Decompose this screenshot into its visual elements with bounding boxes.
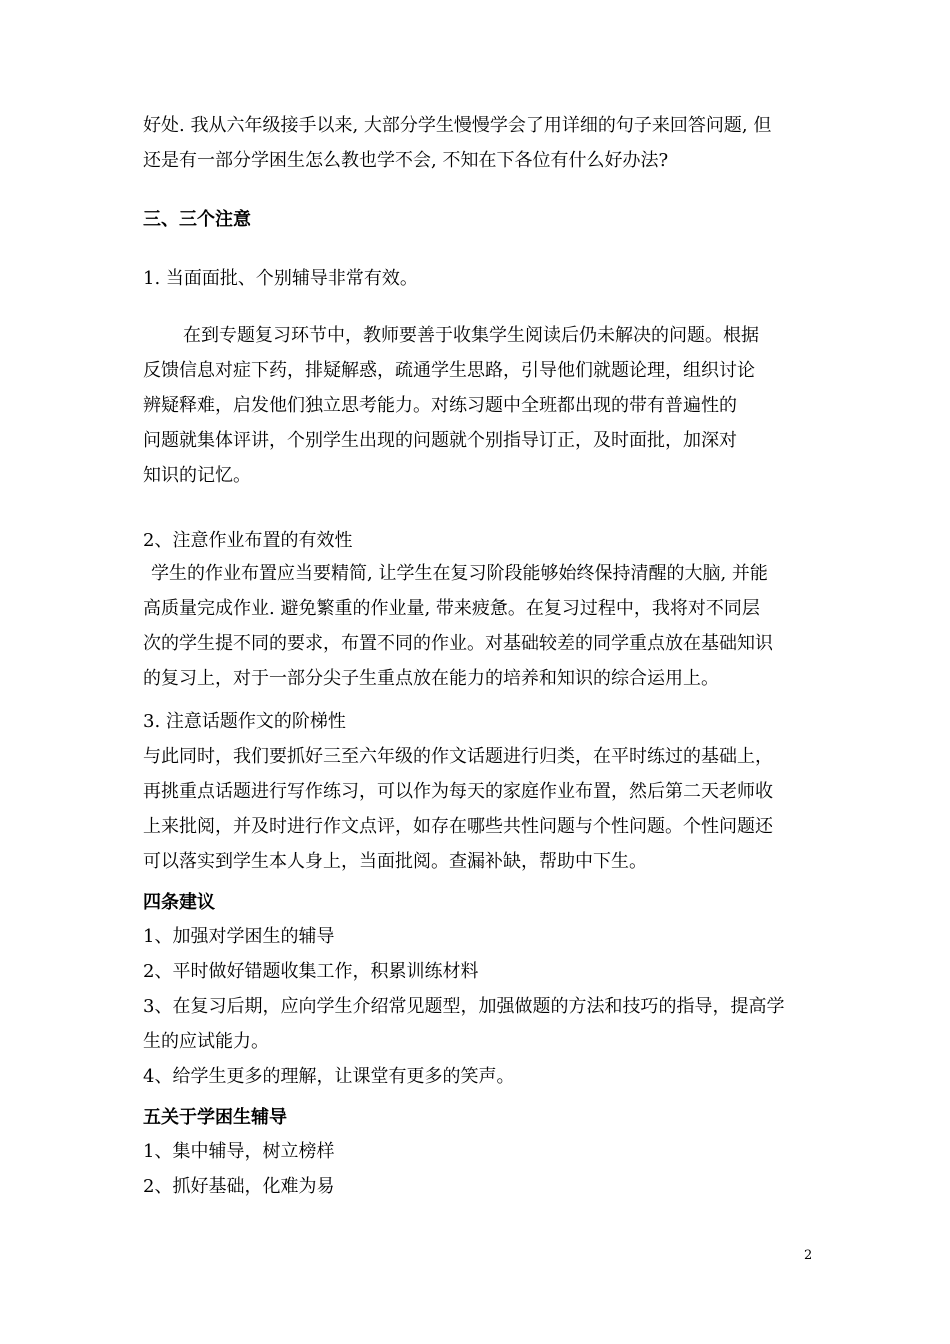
text-line: 再挑重点话题进行写作练习，可以作为每天的家庭作业布置，然后第二天老师收 [143,781,773,802]
text-line: 知识的记忆。 [143,465,251,486]
text-line: 2、平时做好错题收集工作，积累训练材料 [143,961,479,982]
section-heading: 四条建议 [143,892,215,913]
text-line: 与此同时，我们要抓好三至六年级的作文话题进行归类，在平时练过的基础上， [143,746,773,767]
text-line: 高质量完成作业. 避免繁重的作业量, 带来疲惫。在复习过程中，我将对不同层 [143,598,760,619]
text-line: 3. 注意话题作文的阶梯性 [143,711,346,732]
text-line: 还是有一部分学困生怎么教也学不会, 不知在下各位有什么好办法? [143,150,669,171]
text-line: 在到专题复习环节中，教师要善于收集学生阅读后仍未解决的问题。根据 [183,325,759,346]
text-line: 2、抓好基础，化难为易 [143,1176,335,1197]
text-line: 问题就集体评讲，个别学生出现的问题就个别指导订正，及时面批，加深对 [143,430,737,451]
text-line: 2、注意作业布置的有效性 [143,530,353,551]
text-line: 1、集中辅导，树立榜样 [143,1141,335,1162]
text-line: 反馈信息对症下药，排疑解惑，疏通学生思路，引导他们就题论理，组织讨论 [143,360,755,381]
text-line: 学生的作业布置应当要精简, 让学生在复习阶段能够始终保持清醒的大脑, 并能 [151,563,768,584]
text-line: 上来批阅，并及时进行作文点评，如存在哪些共性问题与个性问题。个性问题还 [143,816,773,837]
text-line: 辨疑释难，启发他们独立思考能力。对练习题中全班都出现的带有普遍性的 [143,395,737,416]
section-heading: 五关于学困生辅导 [143,1107,287,1128]
section-heading: 三、三个注意 [143,209,251,230]
text-line: 可以落实到学生本人身上，当面批阅。查漏补缺，帮助中下生。 [143,851,647,872]
text-line: 3、在复习后期，应向学生介绍常见题型，加强做题的方法和技巧的指导，提高学 [143,996,785,1017]
text-line: 的复习上，对于一部分尖子生重点放在能力的培养和知识的综合运用上。 [143,668,719,689]
page-number: 2 [804,1248,813,1263]
text-line: 生的应试能力。 [143,1031,269,1052]
text-line: 4、给学生更多的理解，让课堂有更多的笑声。 [143,1066,515,1087]
text-line: 1. 当面面批、个别辅导非常有效。 [143,268,418,289]
text-line: 1、加强对学困生的辅导 [143,926,335,947]
text-line: 好处. 我从六年级接手以来, 大部分学生慢慢学会了用详细的句子来回答问题, 但 [143,115,772,136]
text-line: 次的学生提不同的要求，布置不同的作业。对基础较差的同学重点放在基础知识 [143,633,773,654]
